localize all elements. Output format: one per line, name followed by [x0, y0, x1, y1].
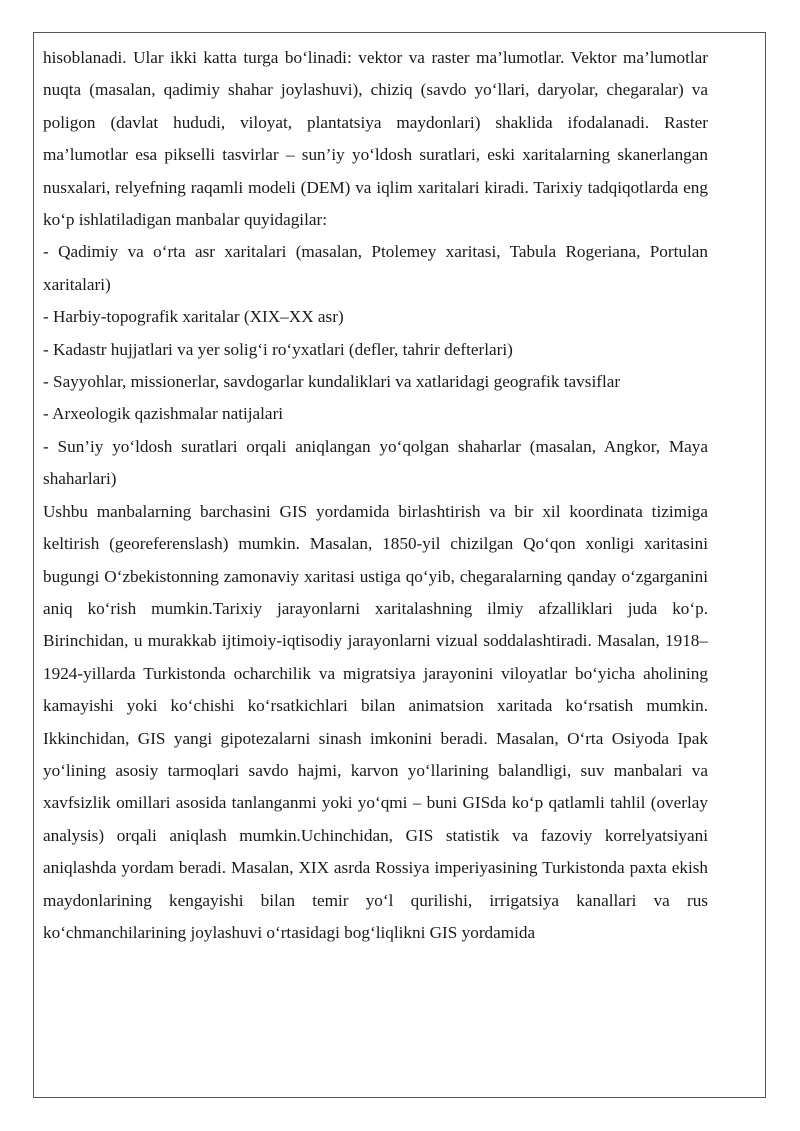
list-item: - Qadimiy va o‘rta asr xaritalari (masalan, Ptolemey xaritasi, Tabula Rogeriana, Portulan xaritalari) [43, 242, 708, 294]
intro-paragraph: hisoblanadi. Ular ikki katta turga bo‘linadi: vektor va raster ma’lumotlar. Vektor ma’lumotlar nuqta (masalan, qadimiy shahar joylashuvi), chiziq (savdo yo‘llari, daryolar, chegaralar) va poligon (davlat hududi, viloyat, plantatsiya maydonlari) shaklida ifodalanadi. Raster ma’lumotlar esa pikselli tasvirlar – sun’iy yo‘ldosh suratlari, eski xaritalarning skanerlangan nusxalari, relyefning raqamli modeli (DEM) va iqlim xaritalari kiradi. Tarixiy tadqiqotlarda eng ko‘p ishlatiladigan manbalar quyidagilar: [43, 48, 708, 230]
list-item: - Sayyohlar, missionerlar, savdogarlar kundaliklari va xatlaridagi geografik tavsiflar [43, 372, 621, 392]
page-body [43, 42, 708, 949]
source-list [43, 236, 708, 495]
closing-paragraph: Ushbu manbalarning barchasini GIS yordamida birlashtirish va bir xil koordinata tizimiga keltirish (georeferenslash) mumkin. Masalan, 1850-yil chizilgan Qo‘qon xonligi xaritasini bugungi O‘zbekistonning zamonaviy xaritasi ustiga qo‘yib, chegaralarning qanday o‘zgarganini aniq ko‘rish mumkin.Tarixiy jarayonlarni xaritalashning ilmiy afzalliklari juda ko‘p. Birinchidan, u murakkab ijtimoiy-iqtisodiy jarayonlarni vizual soddalashtiradi. Masalan, 1918–1924-yillarda Turkistonda ocharchilik va migratsiya jarayonini viloyatlar bo‘yicha aholining kamayishi yoki ko‘chishi ko‘rsatkichlari bilan animatsion xaritada ko‘rsatish mumkin. Ikkinchidan, GIS yangi gipotezalarni sinash imkonini beradi. Masalan, O‘rta Osiyoda Ipak yo‘lining asosiy tarmoqlari savdo hajmi, karvon yo‘llarining balandligi, suv manbalari va xavfsizlik omillari asosida tanlanganmi yoki yo‘qmi – buni GISda ko‘p qatlamli tahlil (overlay analysis) orqali aniqlash mumkin.Uchinchidan, GIS statistik va fazoviy korrelyatsiyani aniqlashda yordam beradi. Masalan, XIX asrda Rossiya imperiyasining Turkistonda paxta ekish maydonlarining kengayishi bilan temir yo‘l qurilishi, irrigatsiya kanallari va rus ko‘chmanchilarining joylashuvi o‘rtasidagi bog‘liqlikni GIS yordamida [43, 501, 708, 942]
list-item: - Arxeologik qazishmalar natijalari [43, 404, 284, 424]
list-item: - Sun’iy yo‘ldosh suratlari orqali aniqlangan yo‘qolgan shaharlar (masalan, Angkor, Maya shaharlari) [43, 436, 708, 489]
list-item: - Harbiy-topografik xaritalar (XIX–XX asr) [43, 307, 344, 327]
list-item: - Kadastr hujjatlari va yer solig‘i ro‘yxatlari (defler, tahrir defterlari) [43, 339, 513, 359]
